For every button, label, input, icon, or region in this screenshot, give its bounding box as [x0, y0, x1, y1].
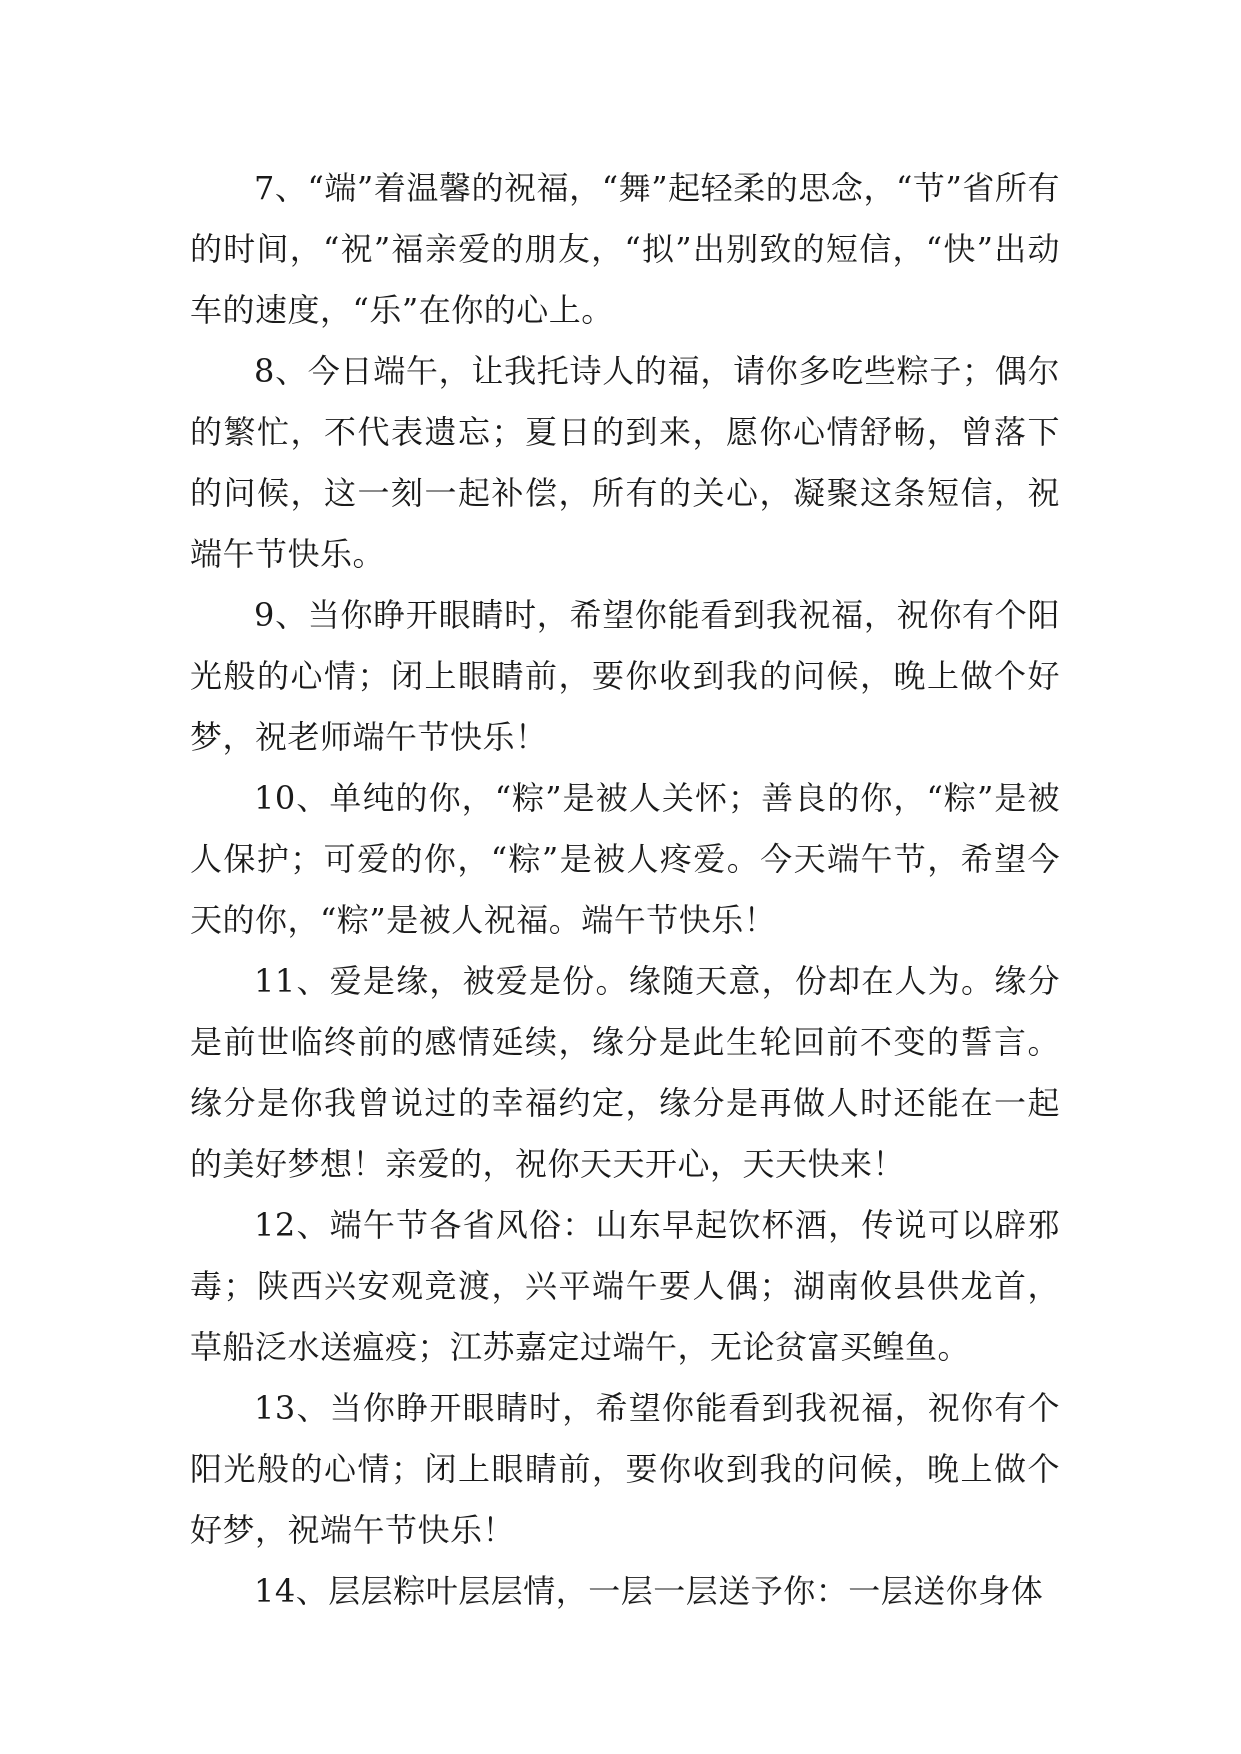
- paragraph-9: 9、当你睁开眼睛时，希望你能看到我祝福，祝你有个阳光般的心情；闭上眼睛前，要你收到我的问候，晚上做个好梦，祝老师端午节快乐！: [190, 596, 1060, 756]
- paragraph-12: 12、端午节各省风俗：山东早起饮杯酒，传说可以辟邪毒；陕西兴安观竞渡，兴平端午要人偶；湖南攸县供龙首，草船泛水送瘟疫；江苏嘉定过端午，无论贫富买鳇鱼。: [190, 1206, 1060, 1366]
- paragraph-7: 7、“端”着温馨的祝福，“舞”起轻柔的思念，“节”省所有的时间，“祝”福亲爱的朋友，“拟”出别致的短信，“快”出动车的速度，“乐”在你的心上。: [190, 169, 1060, 329]
- paragraph-10: 10、单纯的你，“粽”是被人关怀；善良的你，“粽”是被人保护；可爱的你，“粽”是被人疼爱。今天端午节，希望今天的你，“粽”是被人祝福。端午节快乐！: [190, 779, 1060, 939]
- paragraph-13: 13、当你睁开眼睛时，希望你能看到我祝福，祝你有个阳光般的心情；闭上眼睛前，要你收到我的问候，晚上做个好梦，祝端午节快乐！: [190, 1389, 1060, 1549]
- paragraph-14: 14、层层粽叶层层情，一层一层送予你：一层送你身体: [254, 1572, 1044, 1610]
- paragraph-8: 8、今日端午，让我托诗人的福，请你多吃些粽子；偶尔的繁忙，不代表遗忘；夏日的到来，愿你心情舒畅，曾落下的问候，这一刻一起补偿，所有的关心，凝聚这条短信，祝端午节快乐。: [190, 352, 1060, 573]
- document-page: [190, 158, 1060, 1622]
- paragraph-11: 11、爱是缘，被爱是份。缘随天意，份却在人为。缘分是前世临终前的感情延续，缘分是此生轮回前不变的誓言。缘分是你我曾说过的幸福约定，缘分是再做人时还能在一起的美好梦想！亲爱的，祝你天天开心，天天快来！: [190, 962, 1060, 1183]
